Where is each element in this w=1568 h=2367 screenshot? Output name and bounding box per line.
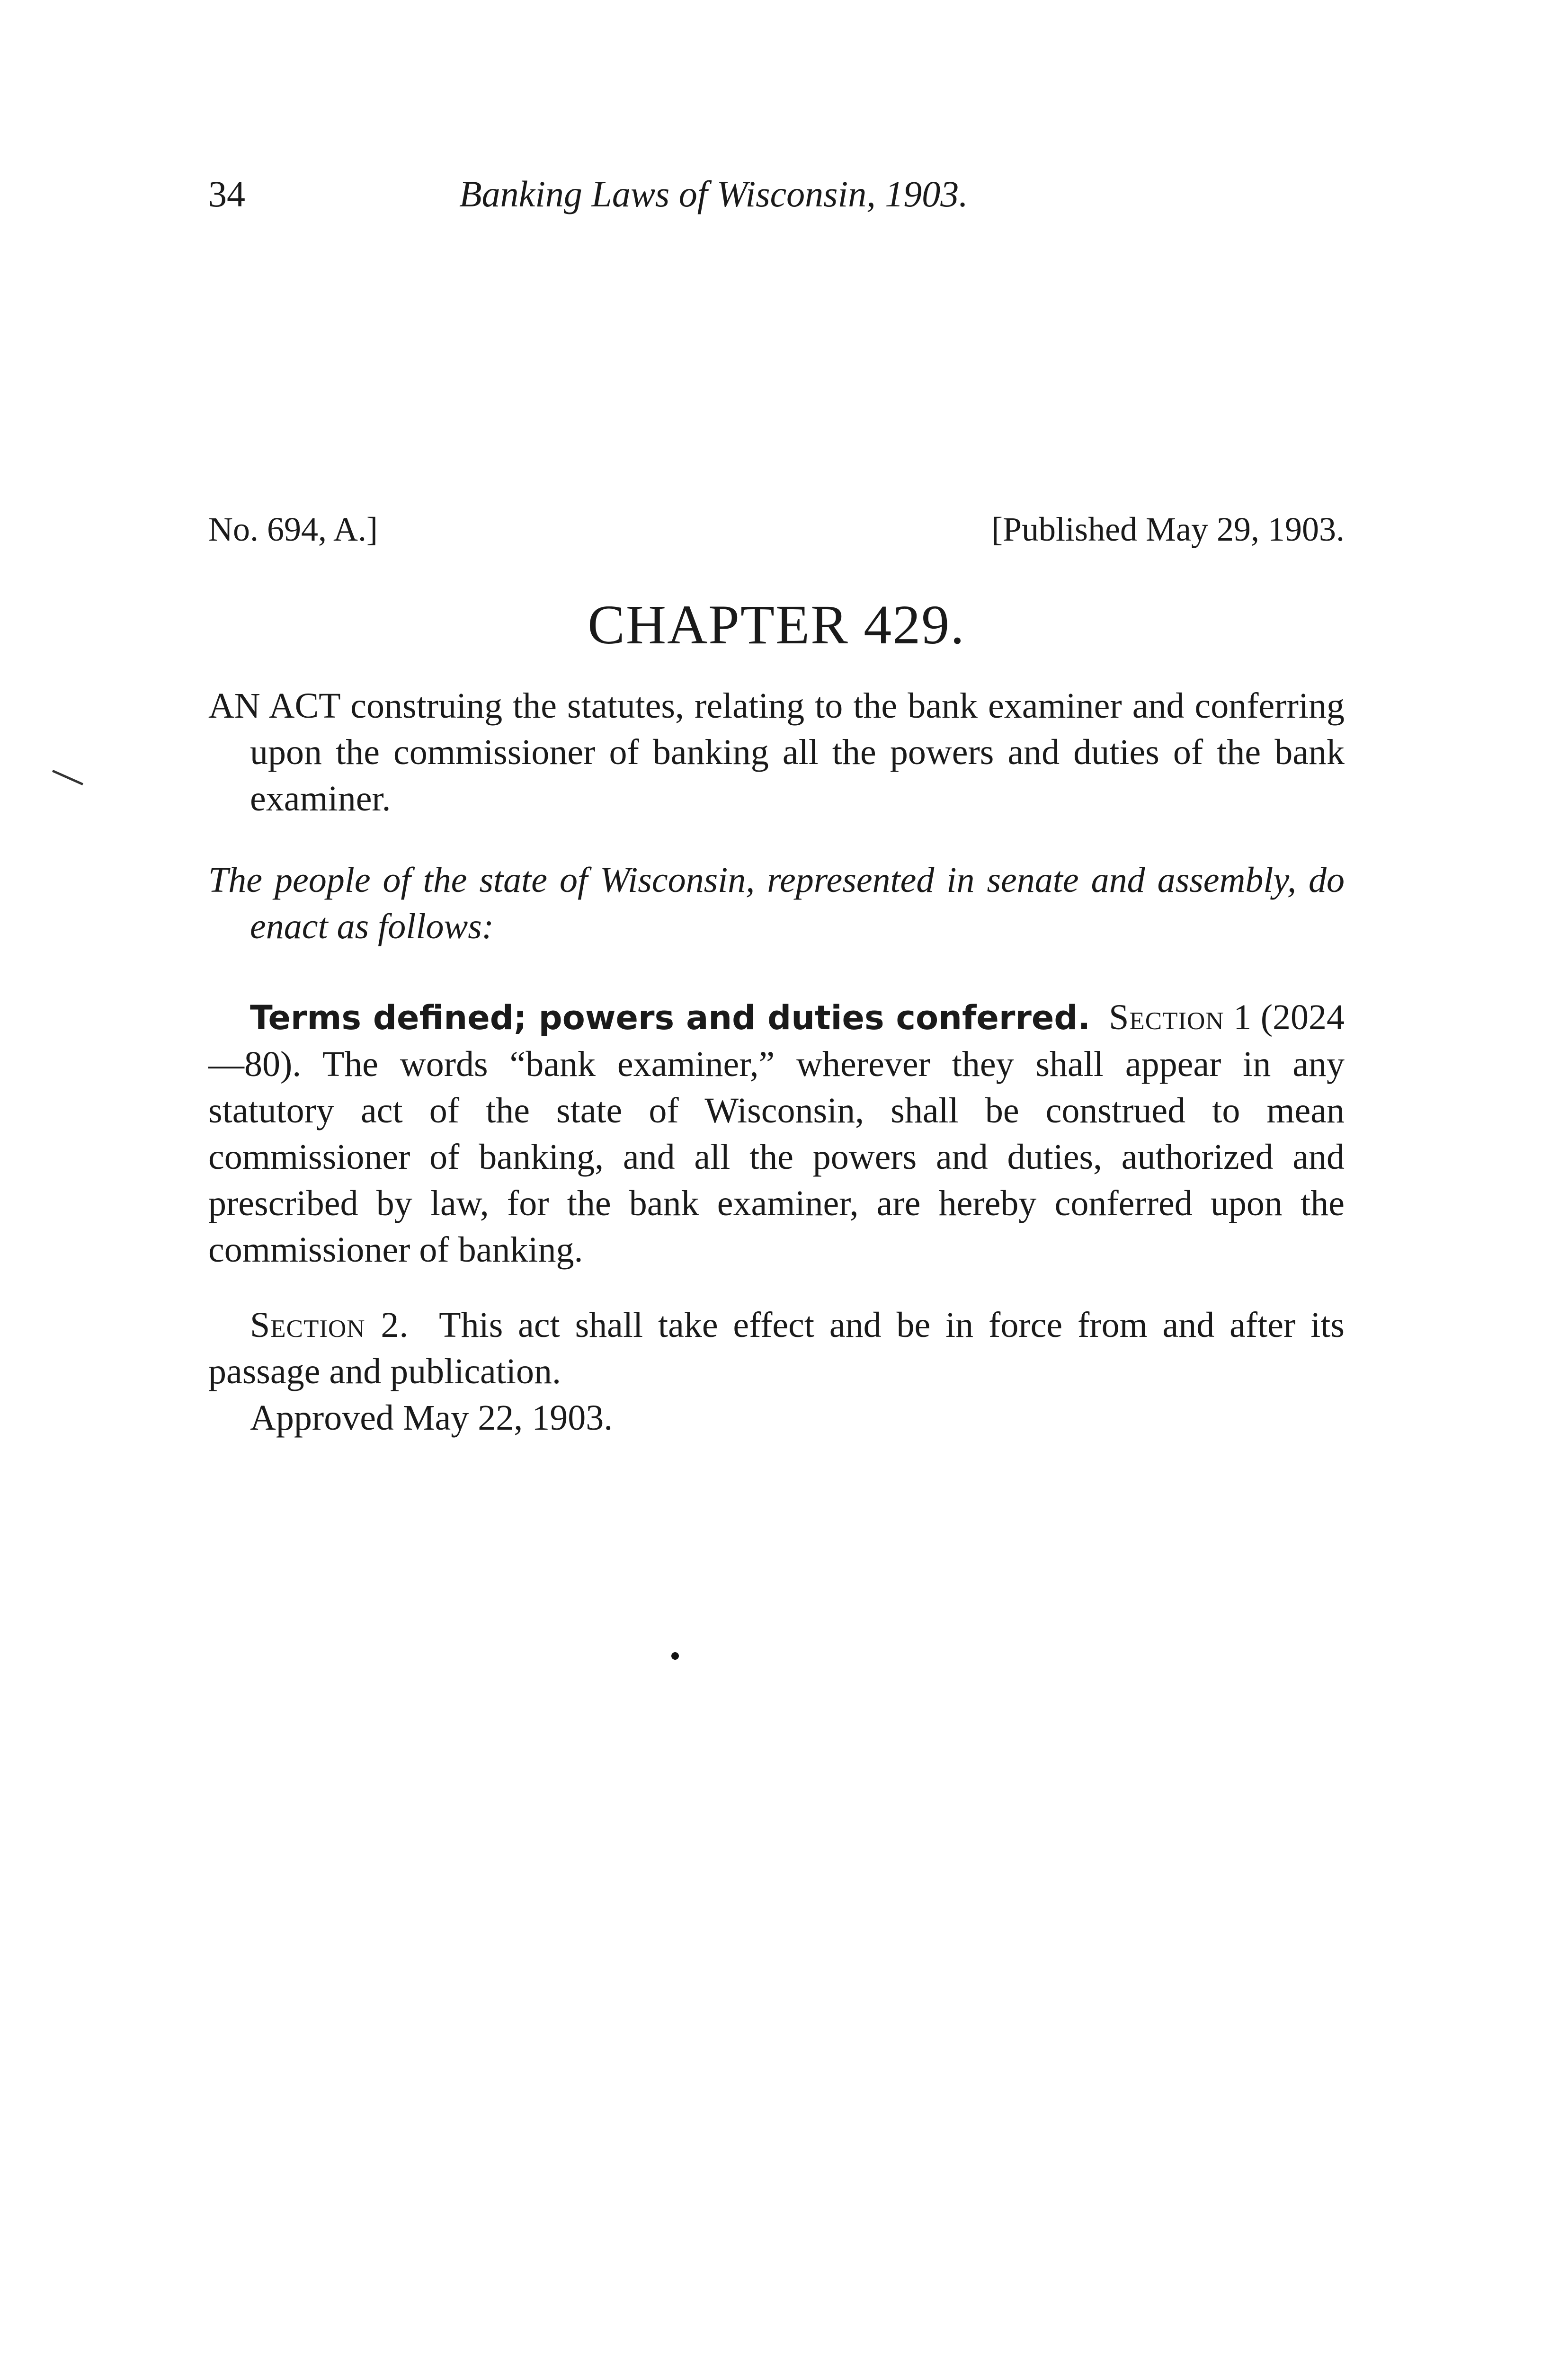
chapter-heading: CHAPTER 429. (588, 594, 965, 656)
running-head (208, 170, 1345, 218)
bill-number: No. 694, A.] (208, 510, 378, 548)
enacting-clause-block (208, 857, 1345, 950)
running-title: Banking Laws of Wisconsin, 1903. (459, 173, 968, 214)
approval-line: Approved May 22, 1903. (250, 1398, 613, 1438)
enacting-clause: The people of the state of Wisconsin, represented in senate and assembly, do enact as follows: (208, 860, 1345, 946)
section-2-paragraph (208, 1302, 1345, 1395)
act-title-block (208, 683, 1345, 822)
section-1-side-heading: Terms defined; powers and duties conferred. (250, 998, 1091, 1037)
page-number: 34 (208, 173, 245, 214)
section-1 (208, 994, 1345, 1273)
publication-line (208, 506, 1345, 553)
section-2-text: This act shall take effect and be in force from and after its passage and publication. (208, 1305, 1345, 1391)
section-1-paragraph (208, 994, 1345, 1273)
section-1-text: The words “bank examiner,” wherever they shall appear in any statutory act of the state of Wisconsin, shall be construed to mean commissioner of banking, and all the powers and duties, authorized and prescribed by law, for the bank examiner, are hereby conferred upon the commissioner of banking. (208, 1044, 1345, 1270)
publication-date: [Published May 29, 1903. (991, 510, 1345, 548)
section-1-number: 1 (2024—80). (208, 997, 1345, 1084)
ink-dot (671, 1652, 679, 1660)
section-1-label: Section (1109, 997, 1224, 1037)
section-2 (208, 1302, 1345, 1441)
act-title: AN ACT construing the statutes, relating to the bank examiner and conferring upon the commissioner of banking all the powers and duties of the bank examiner. (208, 686, 1345, 819)
margin-mark (52, 770, 83, 785)
section-2-label: Section 2. (250, 1305, 409, 1345)
